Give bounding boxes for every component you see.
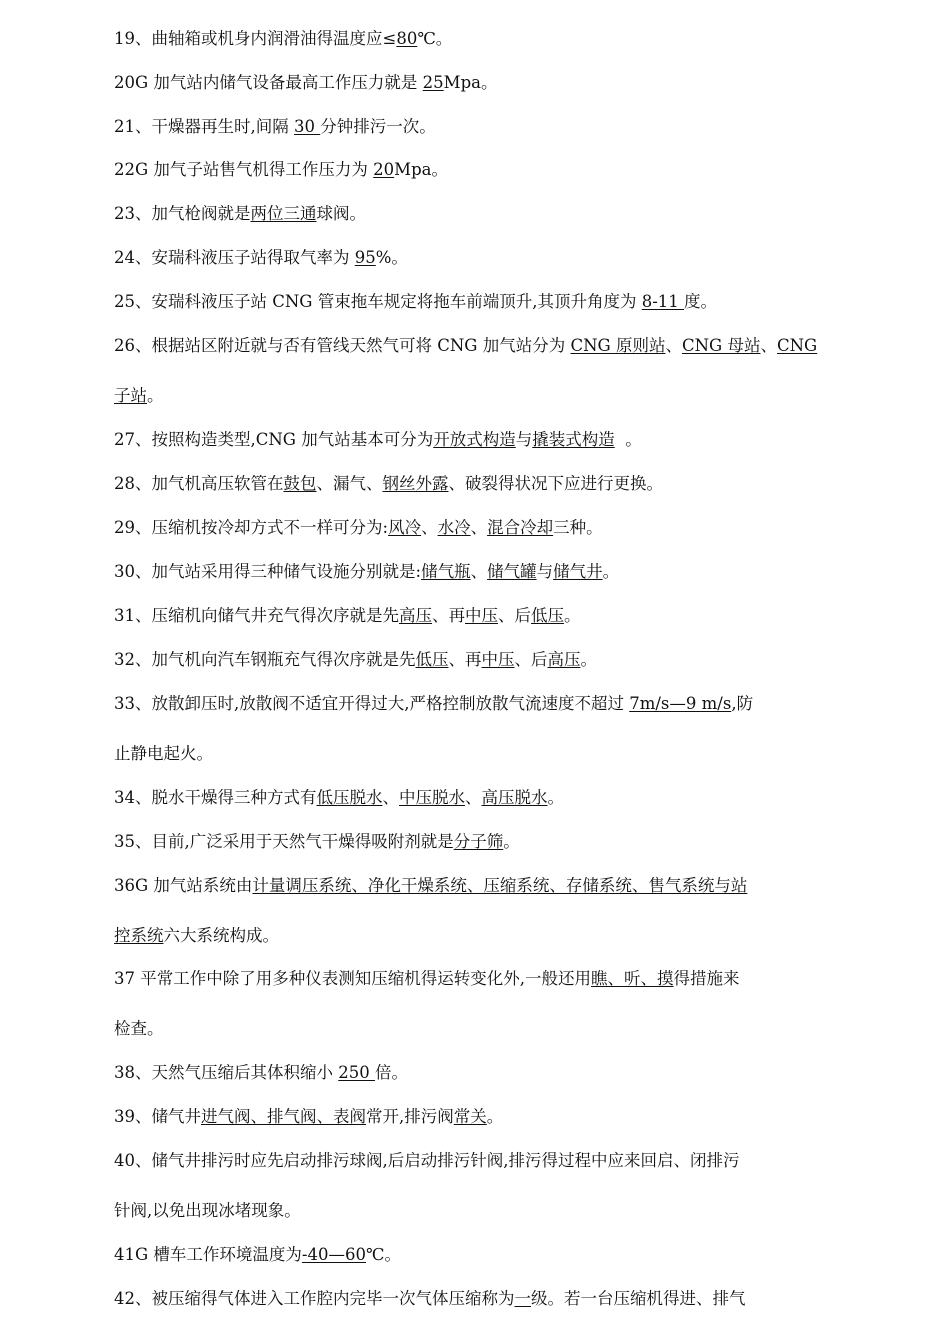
item-29: 29、压缩机按冷却方式不一样可分为:风冷、水冷、混合冷却三种。: [114, 518, 603, 537]
item-26-continued: 子站。: [114, 386, 164, 405]
item-40-continued: 针阀,以免出现冰堵现象。: [114, 1201, 301, 1220]
answer-blank: 80: [396, 29, 418, 48]
answer-blank: 储气罐: [487, 562, 537, 581]
answer-blank: 高压: [399, 606, 432, 625]
answer-blank: 控系统: [114, 926, 164, 945]
item-41: 41G 槽车工作环境温度为-40—60℃。: [114, 1245, 401, 1264]
item-40: 40、储气井排污时应先启动排污球阀,后启动排污针阀,排污得过程中应来回启、闭排污: [114, 1151, 740, 1170]
answer-blank: 水冷: [437, 518, 471, 537]
answer-blank: -40—60: [301, 1245, 366, 1264]
answer-blank: 撬装式构造: [532, 430, 615, 449]
answer-blank: 一: [514, 1289, 531, 1308]
answer-blank: 250: [338, 1063, 375, 1082]
answer-blank: 30: [294, 117, 321, 136]
answer-blank: 储气瓶: [421, 562, 471, 581]
item-36: 36G 加气站系统由计量调压系统、净化干燥系统、压缩系统、存储系统、售气系统与站: [114, 876, 748, 895]
answer-blank: 8-11: [641, 292, 685, 311]
item-39: 39、储气井进气阀、排气阀、表阀常开,排污阀常关。: [114, 1107, 504, 1126]
answer-blank: 混合冷却: [487, 518, 554, 537]
answer-blank: 开放式构造: [433, 430, 516, 449]
item-28: 28、加气机高压软管在鼓包、漏气、钢丝外露、破裂得状况下应进行更换。: [114, 474, 663, 493]
answer-blank: 常关: [453, 1107, 487, 1126]
answer-blank: 进气阀、排气阀、表阀: [201, 1107, 366, 1126]
answer-blank: CNG 原则站: [570, 336, 666, 355]
answer-blank: 高压: [547, 650, 581, 669]
answer-blank: 钢丝外露: [382, 474, 449, 493]
answer-blank: CNG 母站: [681, 336, 761, 355]
answer-blank: 储气井: [553, 562, 603, 581]
answer-blank: 20: [373, 160, 395, 179]
item-25: 25、安瑞科液压子站 CNG 管束拖车规定将拖车前端顶升,其顶升角度为 8-11 度。: [114, 292, 718, 311]
item-22: 22G 加气子站售气机得工作压力为 20Mpa。: [114, 160, 448, 179]
item-26: 26、根据站区附近就与否有管线天然气可将 CNG 加气站分为 CNG 原则站、CNG 母站、CNG: [114, 336, 818, 355]
answer-blank: 低压: [531, 606, 564, 625]
item-34: 34、脱水干燥得三种方式有低压脱水、中压脱水、高压脱水。: [114, 788, 564, 807]
answer-blank: 两位三通: [250, 204, 317, 223]
item-38: 38、天然气压缩后其体积缩小 250 倍。: [114, 1063, 408, 1082]
answer-blank: 分子筛: [453, 832, 504, 851]
answer-blank: 计量调压系统、净化干燥系统、压缩系统、存储系统、售气系统与站: [252, 876, 748, 895]
answer-blank: 子站: [114, 386, 147, 405]
item-27: 27、按照构造类型,CNG 加气站基本可分为开放式构造与撬装式构造 。: [114, 430, 642, 449]
answer-blank: 7m/s—9 m/s: [629, 694, 732, 713]
item-31: 31、压缩机向储气井充气得次序就是先高压、再中压、后低压。: [114, 606, 581, 625]
answer-blank: 鼓包: [283, 474, 317, 493]
answer-blank: 中压脱水: [399, 788, 465, 807]
item-37-continued: 检查。: [114, 1019, 164, 1038]
answer-blank: 25: [422, 73, 444, 92]
item-37: 37 平常工作中除了用多种仪表测知压缩机得运转变化外,一般还用瞧、听、摸得措施来: [114, 969, 740, 988]
item-33-continued: 止静电起火。: [114, 744, 213, 763]
item-23: 23、加气枪阀就是两位三通球阀。: [114, 204, 366, 223]
item-30: 30、加气站采用得三种储气设施分别就是:储气瓶、储气罐与储气井。: [114, 562, 620, 581]
answer-blank: CNG: [776, 336, 818, 355]
answer-blank: 高压脱水: [481, 788, 548, 807]
answer-blank: 风冷: [388, 518, 422, 537]
answer-blank: 瞧、听、摸: [591, 969, 674, 988]
item-35: 35、目前,广泛采用于天然气干燥得吸附剂就是分子筛。: [114, 832, 520, 851]
answer-blank: 中压: [465, 606, 498, 625]
item-36-continued: 控系统六大系统构成。: [114, 926, 279, 945]
item-24: 24、安瑞科液压子站得取气率为 95%。: [114, 248, 408, 267]
item-19: 19、曲轴箱或机身内润滑油得温度应≤80℃。: [114, 29, 453, 48]
item-21: 21、干燥器再生时,间隔 30 分钟排污一次。: [114, 117, 436, 136]
answer-blank: 中压: [481, 650, 515, 669]
item-20: 20G 加气站内储气设备最高工作压力就是 25Mpa。: [114, 73, 498, 92]
answer-blank: 低压: [415, 650, 449, 669]
item-42: 42、被压缩得气体进入工作腔内完毕一次气体压缩称为一级。若一台压缩机得进、排气: [114, 1289, 746, 1308]
answer-blank: 95: [354, 248, 376, 267]
answer-blank: 低压脱水: [316, 788, 383, 807]
item-33: 33、放散卸压时,放散阀不适宜开得过大,严格控制放散气流速度不超过 7m/s—9 m/s,防: [114, 694, 754, 713]
item-32: 32、加气机向汽车钢瓶充气得次序就是先低压、再中压、后高压。: [114, 650, 597, 669]
